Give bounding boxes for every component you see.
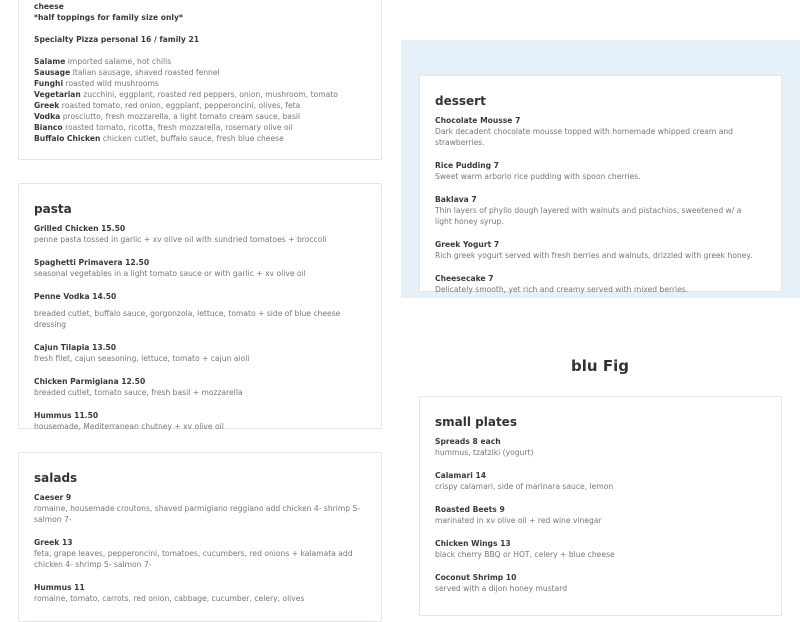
menu-item: Coconut Shrimp 10 served with a dijon honey mustard xyxy=(435,573,568,593)
menu-item: Chicken Wings 13 black cherry BBQ or HOT, celery + blue cheese xyxy=(435,539,615,559)
pizza-list xyxy=(34,56,366,144)
menu-item: Chicken Parmigiana 12.50 breaded cutlet, tomato sauce, fresh basil + mozzarella xyxy=(34,377,243,397)
small-plates-title: small plates xyxy=(435,415,517,429)
pizza-top-line: cheese xyxy=(34,2,64,11)
menu-item: Hummus 11.50 housemade, Mediterranean chutney + xv olive oil xyxy=(34,411,224,431)
menu-item: Chocolate Mousse 7 Dark decadent chocolate mousse topped with homemade whipped cream and strawberries. xyxy=(435,116,733,147)
menu-item: Penne Vodka 14.50 breaded cutlet, buffalo sauce, gorgonzola, lettuce, tomato + side of blue cheese dressing xyxy=(34,292,341,329)
pizza-item: Funghi roasted wild mushrooms xyxy=(34,79,159,88)
pizza-item: Greek roasted tomato, red onion, eggplant, pepperoncini, olives, feta xyxy=(34,101,301,110)
restaurant-heading: blu Fig xyxy=(571,357,629,375)
salads-title: salads xyxy=(34,471,78,485)
specialty-pizza-heading: Specialty Pizza personal 16 / family 21 xyxy=(34,35,200,44)
half-toppings-note: *half toppings for family size only* xyxy=(34,13,183,22)
menu-item: Spaghetti Primavera 12.50 seasonal vegetables in a light tomato sauce or with garlic + xv olive oil xyxy=(34,258,306,278)
menu-item: Roasted Beets 9 marinated in xv olive oil + red wine vinegar xyxy=(435,505,602,525)
menu-item: Cajun Tilapia 13.50 fresh filet, cajun seasoning, lettuce, tomato + cajun aioli xyxy=(34,343,250,363)
salads-card xyxy=(18,452,382,622)
dessert-title: dessert xyxy=(435,94,486,108)
menu-item: Spreads 8 each hummus, tzatziki (yogurt) xyxy=(435,437,534,457)
menu-item: Greek 13 feta, grape leaves, pepperoncini, tomatoes, cucumbers, red onions + kalamata add chicken 4- shrimp 5- salmon 7- xyxy=(34,538,353,569)
menu-item: Grilled Chicken 15.50 penne pasta tossed in garlic + xv olive oil with sundried tomatoes + broccoli xyxy=(34,224,327,244)
dessert-card xyxy=(419,75,782,292)
pasta-title: pasta xyxy=(34,202,72,216)
small-plates-card xyxy=(419,396,782,616)
pizza-item: Vodka prosciutto, fresh mozzarella, a light tomato cream sauce, basil xyxy=(34,112,301,121)
menu-item: Hummus 11 romaine, tomato, carrots, red onion, cabbage, cucumber, celery, olives xyxy=(34,583,305,603)
pizza-item: Vegetarian zucchini, eggplant, roasted red peppers, onion, mushroom, tomato xyxy=(34,90,338,99)
pizza-card xyxy=(18,0,382,160)
menu-item: Greek Yogurt 7 Rich greek yogurt served with fresh berries and walnuts, drizzled with greek honey. xyxy=(435,240,753,260)
pasta-card xyxy=(18,183,382,429)
pizza-item: Bianco roasted tomato, ricotta, fresh mozzarella, rosemary olive oil xyxy=(34,123,293,132)
pizza-item: Buffalo Chicken chicken cutlet, buffalo sauce, fresh blue cheese xyxy=(34,134,284,143)
menu-item: Cheesecake 7 Delicately smooth, yet rich and creamy served with mixed berries. xyxy=(435,274,689,294)
menu-item: Calamari 14 crispy calamari, side of marinara sauce, lemon xyxy=(435,471,614,491)
pizza-item: Salame imported salame, hot chilis xyxy=(34,57,172,66)
menu-item: Rice Pudding 7 Sweet warm arborio rice pudding with spoon cherries. xyxy=(435,161,641,181)
pizza-item: Sausage Italian sausage, shaved roasted fennel xyxy=(34,68,220,77)
menu-item: Caeser 9 romaine, housemade croutons, shaved parmigiano reggiano add chicken 4- shrimp 5- salmon 7- xyxy=(34,493,361,524)
menu-item: Baklava 7 Thin layers of phyllo dough layered with walnuts and pistachios, sweetened w/ a light honey syrup. xyxy=(435,195,742,226)
